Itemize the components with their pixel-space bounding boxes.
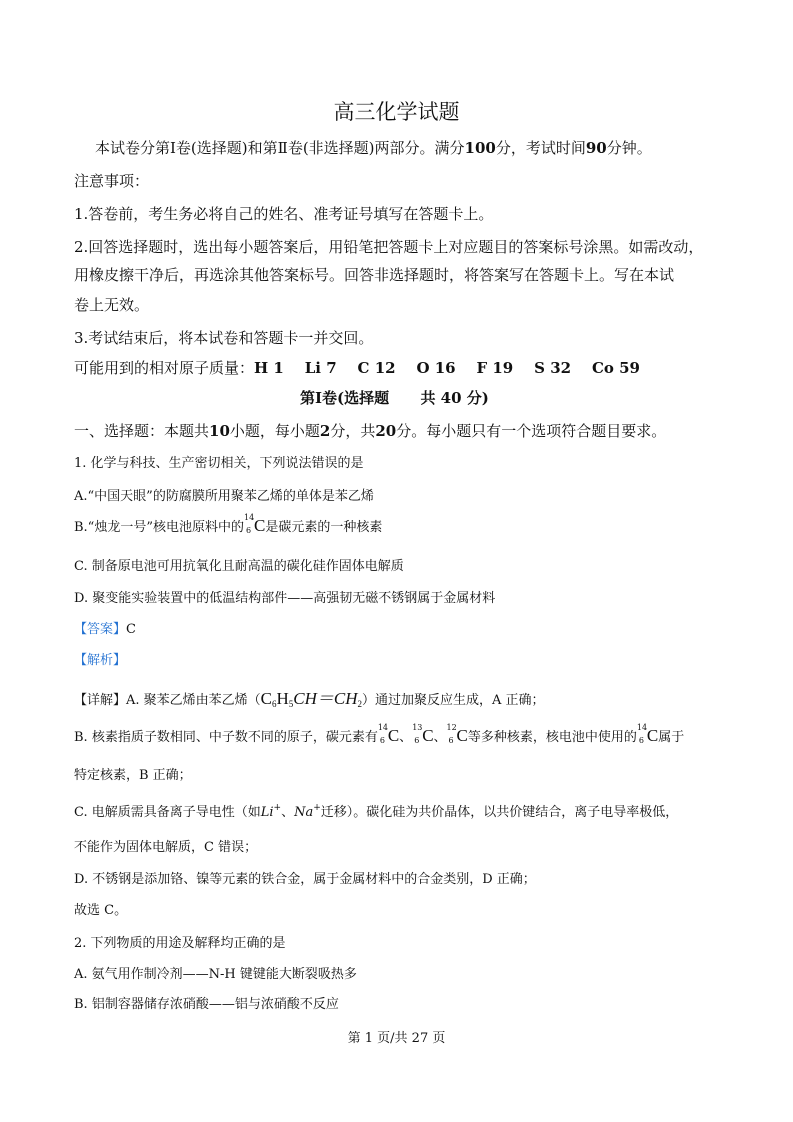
- atomic-mass-line: [74, 357, 640, 378]
- detail-c-line: [74, 801, 678, 820]
- intro-text: 本试卷分第Ⅰ卷(选择题)和第Ⅱ卷(非选择题)两部分。满分: [95, 139, 465, 157]
- detail-a-post: ）通过加聚反应生成，A 正确；: [362, 693, 545, 708]
- mass-number: 13: [412, 723, 423, 732]
- detail-b-mid: 等多种核素，核电池中使用的: [467, 730, 637, 745]
- part1-c: 分，共: [330, 422, 376, 440]
- atomic-number: 6: [448, 736, 454, 745]
- section-heading: 第Ⅰ卷(选择题 共 40 分): [300, 389, 489, 407]
- notice-heading: 注意事项：: [74, 172, 150, 190]
- nuclide-c12: [446, 723, 457, 745]
- intro-time: 90: [585, 139, 607, 157]
- detail-a-line: [74, 684, 545, 709]
- separator: 、: [399, 730, 413, 745]
- atomic-values: H 1 Li 7 C 12 O 16 F 19 S 32 Co 59: [254, 359, 640, 377]
- part1-instructions: [74, 420, 666, 441]
- q1-stem: 1. 化学与科技、生产密切相关，下列说法错误的是: [74, 456, 364, 471]
- charge-plus: +: [273, 803, 282, 813]
- part1-t: 20: [375, 422, 397, 440]
- part1-a: 一、选择题：本题共: [74, 422, 210, 440]
- detail-a-pre: A. 聚苯乙烯由苯乙烯（: [126, 693, 261, 708]
- detail-c-sep: 、: [281, 805, 295, 820]
- q1-b-pre: B.“烛龙一号”核电池原料中的: [74, 520, 244, 535]
- formula-sub-5: 5: [288, 699, 294, 709]
- intro-line: [95, 137, 652, 158]
- styrene-formula: [261, 689, 362, 708]
- detail-d-line: D. 不锈钢是添加铬、镍等元素的铁合金，属于金属材料中的合金类别，D 正确；: [74, 872, 536, 887]
- answer-value: C: [126, 622, 136, 637]
- sodium-ion: Na: [294, 805, 314, 820]
- carbon-symbol: C: [422, 726, 434, 745]
- mass-number: 12: [446, 723, 457, 732]
- q1-b-post: 是碳元素的一种核素: [265, 520, 383, 535]
- q1-option-d: D. 聚变能实验装置中的低温结构部件——高强韧无磁不锈钢属于金属材料: [74, 591, 496, 606]
- nuclide-c14: [377, 723, 389, 745]
- formula-sub-2: 2: [357, 699, 363, 709]
- detail-c-line2: 不能作为固体电解质，C 错误；: [74, 840, 258, 855]
- q1-option-a: A.“中国天眼”的防腐膜所用聚苯乙烯的单体是苯乙烯: [74, 489, 374, 504]
- carbon-symbol: C: [646, 726, 659, 745]
- conclusion: 故选 C。: [74, 903, 128, 918]
- atomic-label: 可能用到的相对原子质量：: [74, 359, 255, 377]
- nuclide-c13: [412, 723, 423, 745]
- carbon-symbol: C: [387, 726, 400, 745]
- detail-b-line2: 特定核素，B 正确；: [74, 768, 192, 783]
- answer-line: [74, 618, 136, 637]
- part1-d: 分。每小题只有一个选项符合题目要求。: [396, 422, 667, 440]
- notice-2c: 卷上无效。: [74, 296, 150, 314]
- carbon-symbol: C: [456, 726, 468, 745]
- q1-option-c: C. 制备原电池可用抗氧化且耐高温的碳化硅作固体电解质: [74, 559, 404, 574]
- analysis-tag: 【解析】: [74, 653, 127, 668]
- atomic-number: 6: [379, 736, 385, 745]
- intro-score: 100: [464, 139, 496, 157]
- carbon-symbol: C: [253, 516, 266, 535]
- detail-tag: 【详解】: [74, 693, 127, 708]
- formula-c: C: [260, 689, 273, 708]
- mass-number: 14: [243, 513, 255, 522]
- charge-plus: +: [313, 803, 321, 813]
- intro-mid: 分，考试时间: [495, 139, 586, 157]
- notice-2a: 2.回答选择题时，选出每小题答案后，用铅笔把答题卡上对应题目的答案标号涂黑。如需改动，: [74, 238, 704, 256]
- nuclide-c14: [243, 513, 255, 535]
- q1-option-b: [74, 513, 383, 536]
- notice-2b: 用橡皮擦干净后，再选涂其他答案标号。回答非选择题时，将答案写在答题卡上。写在本试: [74, 266, 675, 284]
- formula-h: H: [276, 689, 289, 708]
- lithium-ion: Li: [260, 805, 274, 820]
- part1-s: 2: [319, 422, 331, 440]
- page-title: 高三化学试题: [333, 100, 460, 124]
- q2-stem: 2. 下列物质的用途及解释均正确的是: [74, 936, 286, 951]
- part1-n: 10: [209, 422, 230, 440]
- mass-number: 14: [377, 723, 389, 732]
- q2-option-a: A. 氨气用作制冷剂——N-H 键键能大断裂吸热多: [74, 967, 357, 982]
- page-footer: 第 1 页/共 27 页: [347, 1031, 446, 1046]
- detail-b-pre: B. 核素指质子数相同、中子数不同的原子，碳元素有: [74, 730, 378, 745]
- detail-b-post: 属于: [658, 730, 685, 745]
- separator: 、: [433, 730, 447, 745]
- formula-sub-6: 6: [272, 699, 277, 709]
- answer-tag: 【答案】: [74, 622, 127, 637]
- detail-c-post: 迁移）。碳化硅为共价晶体，以共价键结合，离子电导率极低，: [320, 805, 679, 820]
- notice-1: 1.答卷前，考生务必将自己的姓名、准考证号填写在答题卡上。: [74, 205, 494, 223]
- part1-b: 小题，每小题: [229, 422, 320, 440]
- intro-end: 分钟。: [606, 139, 652, 157]
- formula-rest: CH＝CH: [293, 689, 358, 708]
- mass-number: 14: [636, 723, 648, 732]
- detail-c-pre: C. 电解质需具备离子导电性（如: [74, 805, 261, 820]
- atomic-number: 6: [414, 736, 420, 745]
- notice-3: 3.考试结束后，将本试卷和答题卡一并交回。: [74, 329, 374, 347]
- atomic-number: 6: [638, 736, 644, 745]
- q2-option-b: B. 铝制容器储存浓硝酸——铝与浓硝酸不反应: [74, 997, 339, 1012]
- nuclide-c14: [636, 723, 648, 745]
- detail-b-line: [74, 723, 685, 746]
- atomic-number: 6: [245, 526, 252, 535]
